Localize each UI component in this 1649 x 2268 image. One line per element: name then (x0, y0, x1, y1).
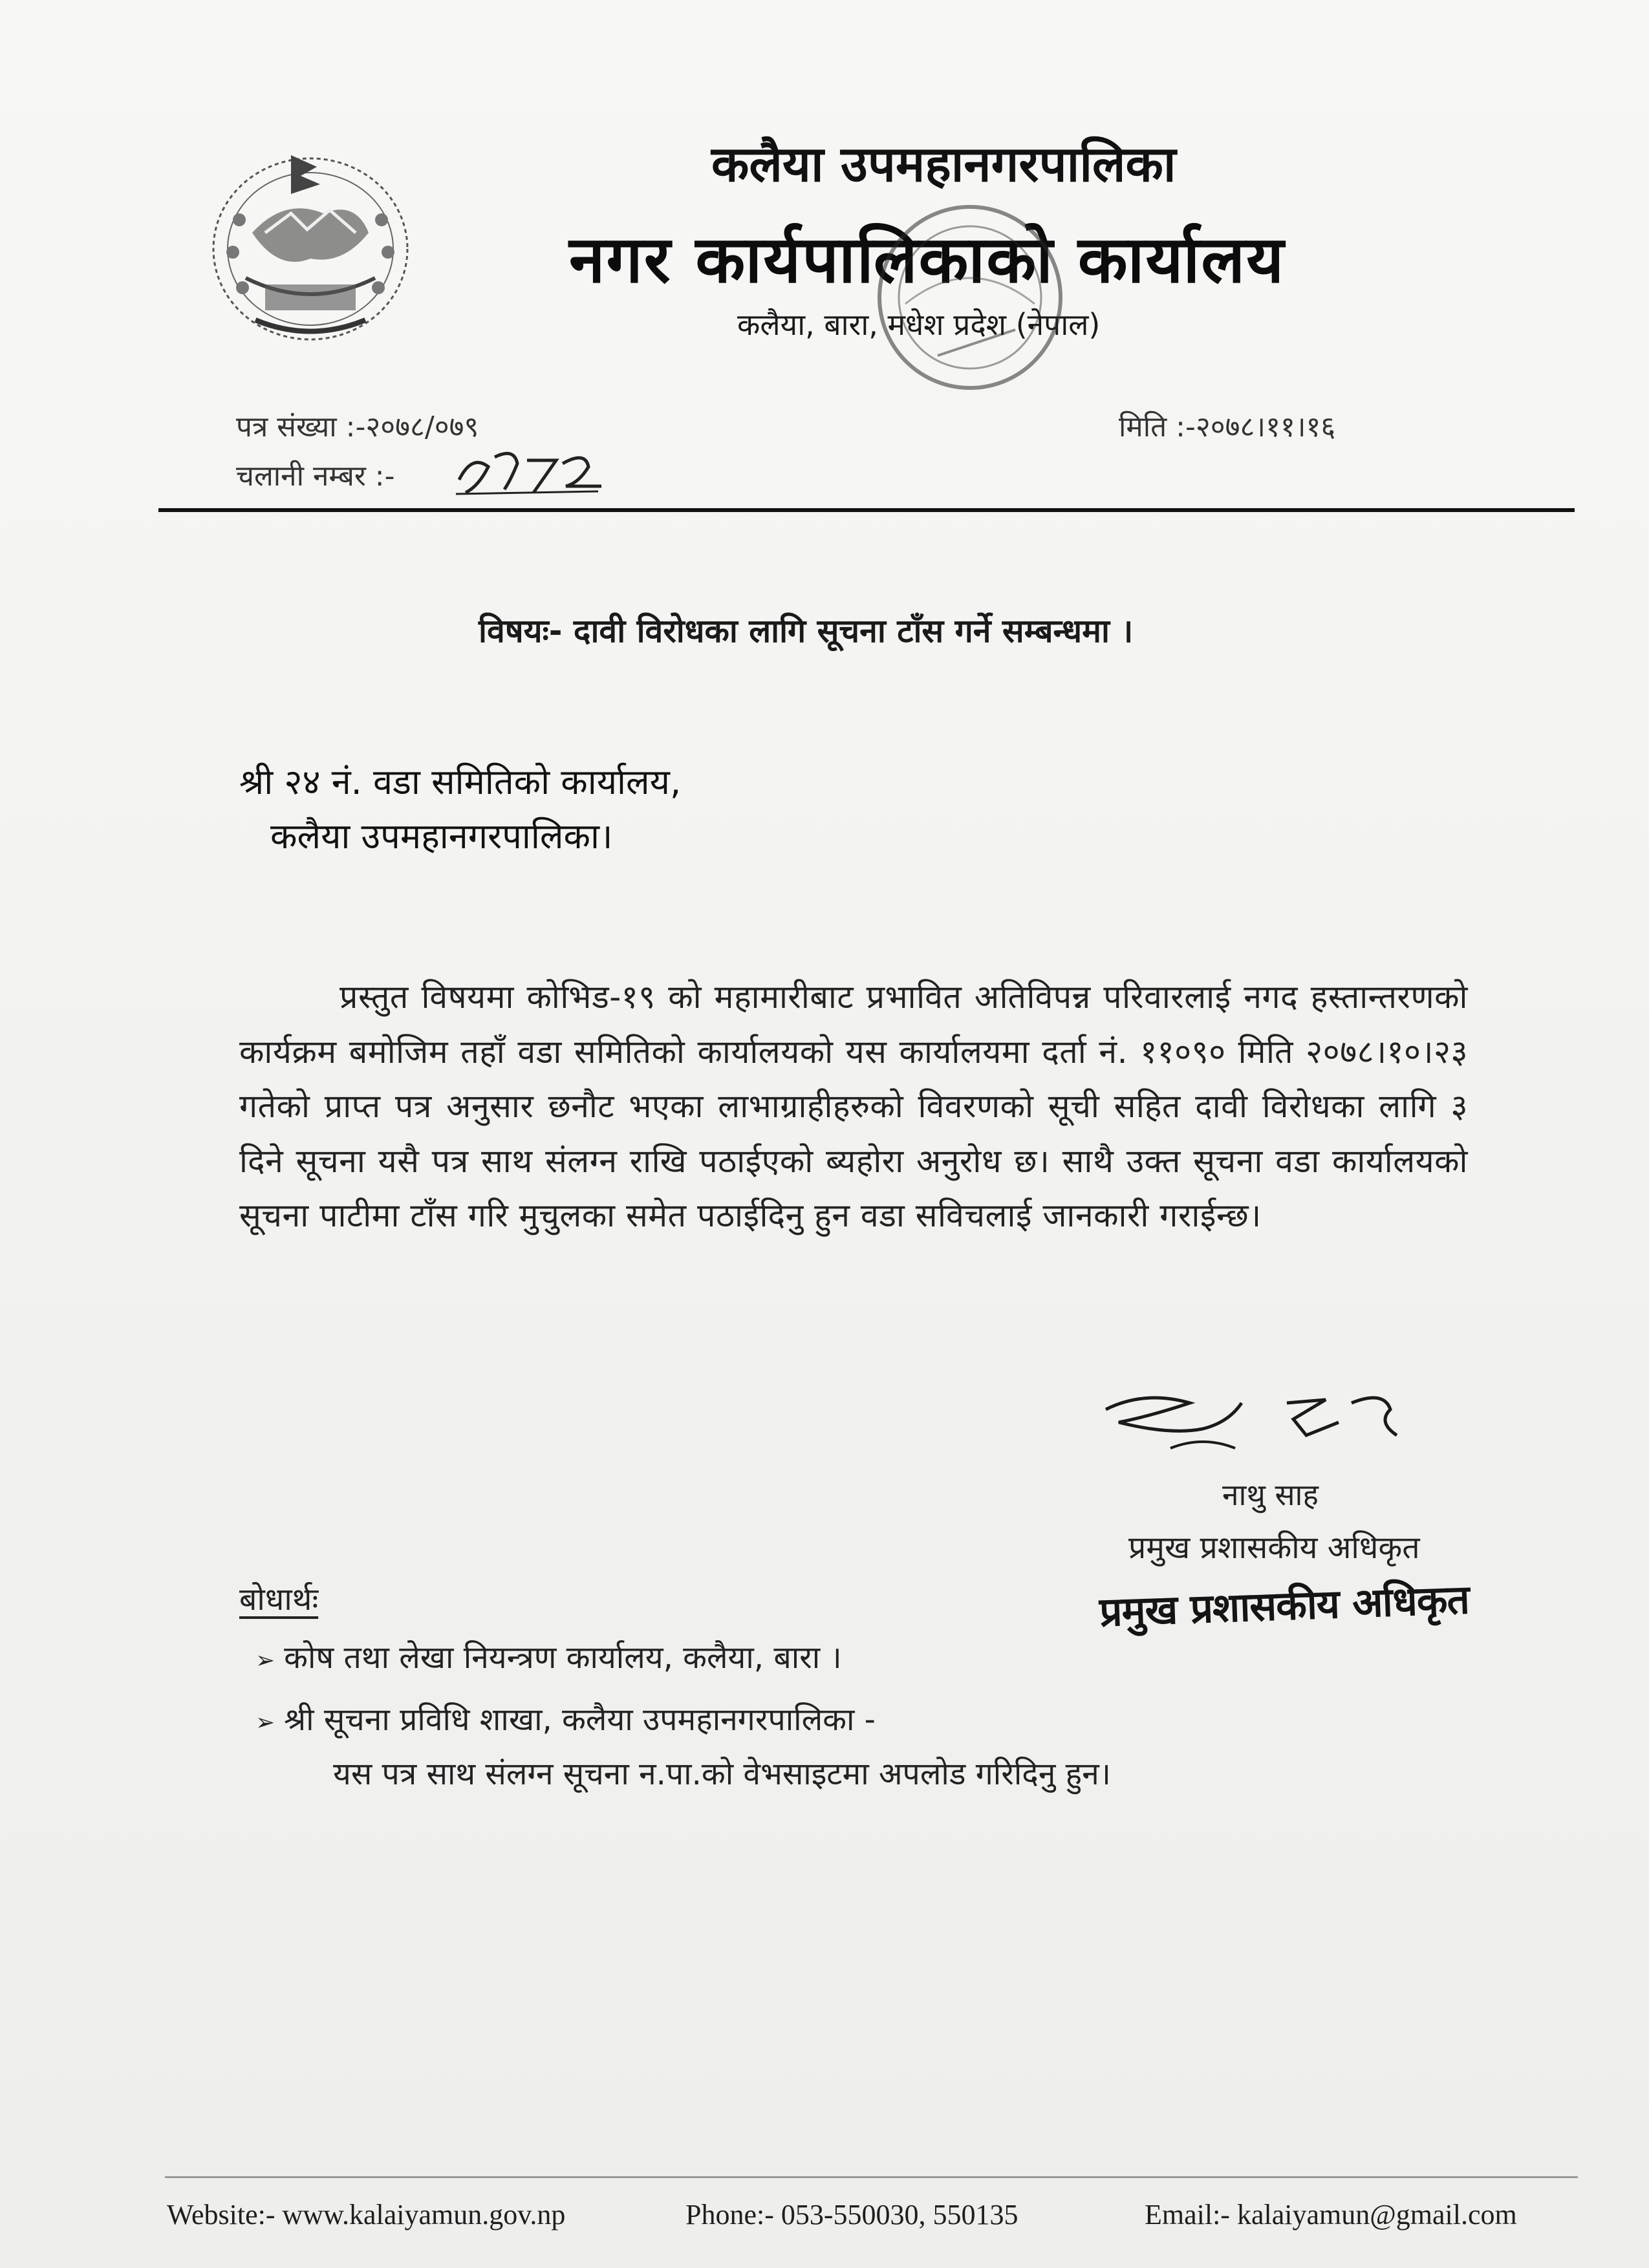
letter-body: प्रस्तुत विषयमा कोभिड-१९ को महामारीबाट प्रभावित अतिविपन्न परिवारलाई नगद हस्तान्तरणको कार्यक्रम बमोजिम तहाँ वडा समितिको कार्यालयको यस कार्यालयमा दर्ता नं. ११०९० मिति २०७८।१०।२३ गतेको प्राप्त पत्र अनुसार छनौट भएका लाभाग्राहीहरुको विवरणको सूची सहित दावी विरोधका लागि ३ दिने सूचना यसै पत्र साथ संलग्न राखि पठाईएको ब्यहोरा अनुरोध छ। साथै उक्त सूचना वडा कार्यालयको सूचना पाटीमा टाँस गरि मुचुलका समेत पठाईदिनु हुन वडा सविचलाई जानकारी गराईन्छ। (239, 978, 1468, 1234)
cc-item-text: कोष तथा लेखा नियन्त्रण कार्यालय, कलैया, बारा । (284, 1640, 842, 1676)
addressee-line-1: श्री २४ नं. वडा समितिको कार्यालय, (239, 762, 682, 802)
cc-item (255, 1698, 876, 1740)
cc-heading: बोधार्थः (239, 1581, 319, 1618)
nepal-emblem-icon (194, 136, 427, 356)
office-address: कलैया, बारा, मधेश प्रदेश (नेपाल) (737, 307, 1101, 342)
signatory-title: प्रमुख प्रशासकीय अधिकृत (1128, 1530, 1420, 1566)
office-round-stamp-icon (867, 194, 1073, 401)
footer-phone: Phone:- 053-550030, 550135 (685, 2199, 1018, 2231)
dispatch-number-handwritten (453, 434, 608, 499)
letter-date: मिति :-२०७८।११।१६ (1119, 411, 1336, 444)
signatory-name: नाथु साह (1222, 1477, 1319, 1512)
header-divider (158, 508, 1575, 512)
arrow-bullet-icon: ➢ (255, 1647, 275, 1674)
footer-website[interactable]: Website:- www.kalaiyamun.gov.np (167, 2199, 566, 2231)
dispatch-number-label: चलानी नम्बर :- (236, 460, 395, 493)
office-name: नगर कार्यपालिकाको कार्यालय (569, 222, 1286, 297)
cc-item-continuation: यस पत्र साथ संलग्न सूचना न.पा.को वेभसाइटमा अपलोड गरिदिनु हुन। (333, 1756, 1111, 1792)
footer-email[interactable]: Email:- kalaiyamun@gmail.com (1145, 2199, 1517, 2231)
footer-divider (165, 2176, 1578, 2178)
signatory-stamp: प्रमुख प्रशासकीय अधिकृत (1098, 1576, 1470, 1636)
letter-number: पत्र संख्या :-२०७८/०७९ (236, 411, 479, 444)
arrow-bullet-icon: ➢ (255, 1709, 275, 1736)
cc-item-text: श्री सूचना प्रविधि शाखा, कलैया उपमहानगरपालिका - (284, 1702, 876, 1738)
letter-subject: विषयः- दावी विरोधका लागि सूचना टाँस गर्ने सम्बन्धमा । (479, 612, 1134, 650)
cc-item (255, 1636, 842, 1678)
addressee-line-2: कलैया उपमहानगरपालिका। (270, 816, 613, 857)
signature (1093, 1384, 1442, 1468)
municipality-name: कलैया उपमहानगरपालिका (711, 135, 1176, 193)
